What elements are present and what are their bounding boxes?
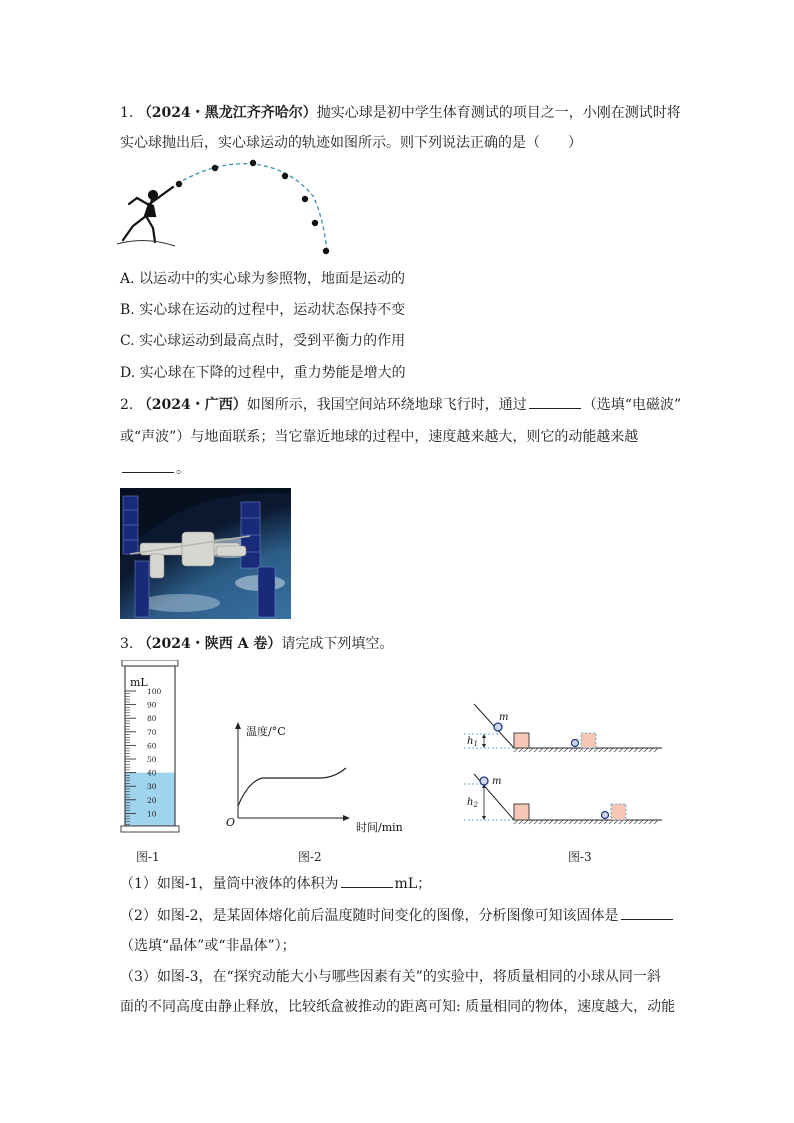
box-bottom [514, 804, 529, 820]
ground-hatch [579, 820, 583, 824]
ball-bottom-end [602, 812, 609, 819]
ground-hatch [604, 748, 608, 752]
q1-option-b: B. 实心球在运动的过程中，运动状态保持不变 [120, 302, 406, 318]
ground-hatch [594, 820, 598, 824]
ground-hatch [544, 748, 548, 752]
melting-curve [238, 768, 346, 806]
q2-source: （2024・广西） [137, 397, 247, 413]
shot-put-figure [115, 156, 335, 256]
q1-number: 1. [120, 105, 134, 121]
ground-hatch [519, 820, 523, 824]
ground-hatch [619, 748, 623, 752]
ground-hatch [569, 748, 573, 752]
scale-label: 80 [147, 714, 157, 724]
ground-hatch [639, 748, 643, 752]
ground-hatch [609, 748, 613, 752]
cylinder-unit-label: mL [130, 676, 148, 689]
q2-stem-1: 如图所示，我国空间站环绕地球飞行时，通过 [246, 397, 527, 413]
scale-label: 50 [147, 755, 157, 764]
graph-xlabel: 时间/min [356, 821, 403, 834]
temperature-time-graph [222, 720, 412, 838]
q1-source: （2024・黑龙江齐齐哈尔） [137, 105, 317, 121]
ground-hatch [644, 820, 648, 824]
fig3-caption: 图-3 [568, 850, 592, 864]
ground-hatch [549, 748, 553, 752]
q1-stem-1: 抛实心球是初中学生体育测试的项目之一，小刚在测试时将 [316, 105, 681, 121]
fig1-caption: 图-1 [136, 850, 160, 864]
space-station-image [120, 488, 291, 619]
q3-sub3-line1: （3）如图-3，在“探究动能大小与哪些因素有关”的实验中，将质量相同的小球从同一斜 [120, 969, 661, 985]
ground-hatch [589, 748, 593, 752]
scale-label: 30 [147, 782, 157, 792]
ground-hatch [629, 748, 633, 752]
ground-hatch [524, 820, 528, 824]
graph-origin: O [226, 816, 236, 829]
q3-number: 3. [120, 636, 134, 652]
ground-hatch [599, 748, 603, 752]
mass-label-top: m [499, 712, 509, 723]
ground-hatch [519, 748, 523, 752]
ground-hatch [529, 820, 533, 824]
q1-line-1 [120, 104, 681, 122]
ground-hatch [544, 820, 548, 824]
q1-option-c: C. 实心球运动到最高点时，受到平衡力的作用 [120, 333, 406, 349]
q3-sub2-cont: （选填“晶体”或“非晶体”）； [120, 938, 296, 954]
q1-stem-2: 实心球抛出后，实心球运动的轨迹如图所示。则下列说法正确的是（ ） [120, 135, 582, 151]
ground-hatch [614, 748, 618, 752]
scale-label: 90 [147, 700, 157, 710]
ground-hatch [564, 820, 568, 824]
ground-hatch [634, 820, 638, 824]
scale-label: 10 [147, 809, 157, 819]
q2-stem-1b: （选填“电磁波” [582, 397, 682, 413]
ground-hatch [644, 748, 648, 752]
q2-line-3 [120, 459, 190, 478]
ground-hatch [654, 748, 658, 752]
q3-sub3-line2: 面的不同高度由静止释放，比较纸盒被推动的距离可知: 质量相同的物体，速度越大，动能 [120, 999, 676, 1015]
measuring-cylinder-figure [118, 660, 182, 842]
box-bottom-moved [611, 804, 626, 820]
q3-sub2-text: （2）如图-2，是某固体熔化前后温度随时间变化的图像，分析图像可知该固体是 [120, 908, 619, 924]
scale-label: 100 [147, 687, 162, 696]
ground-hatch [619, 820, 623, 824]
ground-hatch [574, 748, 578, 752]
scale-label: 40 [147, 768, 157, 778]
ground-hatch [649, 820, 653, 824]
q1-option-a: A. 以运动中的实心球为参照物，地面是运动的 [120, 271, 406, 287]
box-top [514, 733, 529, 748]
ground-hatch [539, 820, 543, 824]
q2-blank-2[interactable] [122, 459, 174, 473]
q2-number: 2. [120, 397, 134, 413]
ground-hatch [634, 748, 638, 752]
ground-hatch [649, 748, 653, 752]
q3-sub2 [120, 906, 675, 925]
ground-hatch [514, 748, 518, 752]
q3-source: （2024・陕西 A 卷） [137, 636, 282, 652]
q3-sub1 [120, 874, 431, 893]
q2-stem-3: 。 [176, 461, 190, 477]
ground-hatch [559, 748, 563, 752]
ground-hatch [559, 820, 563, 824]
ground-hatch [534, 820, 538, 824]
ground-hatch [564, 748, 568, 752]
ground-hatch [584, 820, 588, 824]
q3-stem: 请完成下列填空。 [281, 636, 394, 652]
ground-hatch [614, 820, 618, 824]
ground-hatch [554, 820, 558, 824]
ground-hatch [529, 748, 533, 752]
ground-hatch [524, 748, 528, 752]
graph-ylabel: 温度/°C [246, 725, 286, 738]
q3-sub1-unit: mL； [394, 876, 432, 892]
fig2-caption: 图-2 [298, 850, 322, 864]
ground-hatch [604, 820, 608, 824]
q3-line-1 [120, 635, 393, 653]
scale-label: 70 [147, 727, 157, 737]
ground-hatch [624, 820, 628, 824]
ground-hatch [549, 820, 553, 824]
ground-hatch [609, 820, 613, 824]
ground-hatch [584, 748, 588, 752]
q3-blank-2[interactable] [621, 906, 673, 920]
ground-hatch [569, 820, 573, 824]
h1-label: $h_1$ [467, 736, 478, 748]
q2-blank-1[interactable] [529, 395, 581, 409]
ground-hatch [534, 748, 538, 752]
ground-hatch [554, 748, 558, 752]
athlete-icon [123, 187, 173, 242]
mass-label-bottom: m [492, 776, 502, 787]
box-top-moved [581, 733, 596, 748]
ground-hatch [594, 748, 598, 752]
scale-label: 20 [147, 795, 157, 805]
ground-hatch [539, 748, 543, 752]
q2-stem-2: 或“声波”）与地面联系；当它靠近地球的过程中，速度越来越大，则它的动能越来越 [120, 429, 639, 445]
ground-hatch [514, 820, 518, 824]
scale-label: 60 [147, 741, 157, 751]
q3-blank-1[interactable] [341, 874, 393, 888]
ground-hatch [599, 820, 603, 824]
ball-bottom [480, 777, 488, 785]
incline-experiment-figure [462, 702, 666, 830]
ball-top [494, 723, 502, 731]
h2-label: $h_2$ [467, 797, 478, 809]
q2-line-1 [120, 395, 681, 414]
ground-hatch [639, 820, 643, 824]
ground-hatch [579, 748, 583, 752]
ground-hatch [629, 820, 633, 824]
ground-hatch [574, 820, 578, 824]
ground-hatch [589, 820, 593, 824]
ground-hatch [654, 820, 658, 824]
q3-sub1-text: （1）如图-1，量筒中液体的体积为 [120, 876, 339, 892]
ball-top-end [572, 740, 579, 747]
ground-hatch [624, 748, 628, 752]
q1-option-d: D. 实心球在下降的过程中，重力势能是增大的 [120, 365, 406, 381]
